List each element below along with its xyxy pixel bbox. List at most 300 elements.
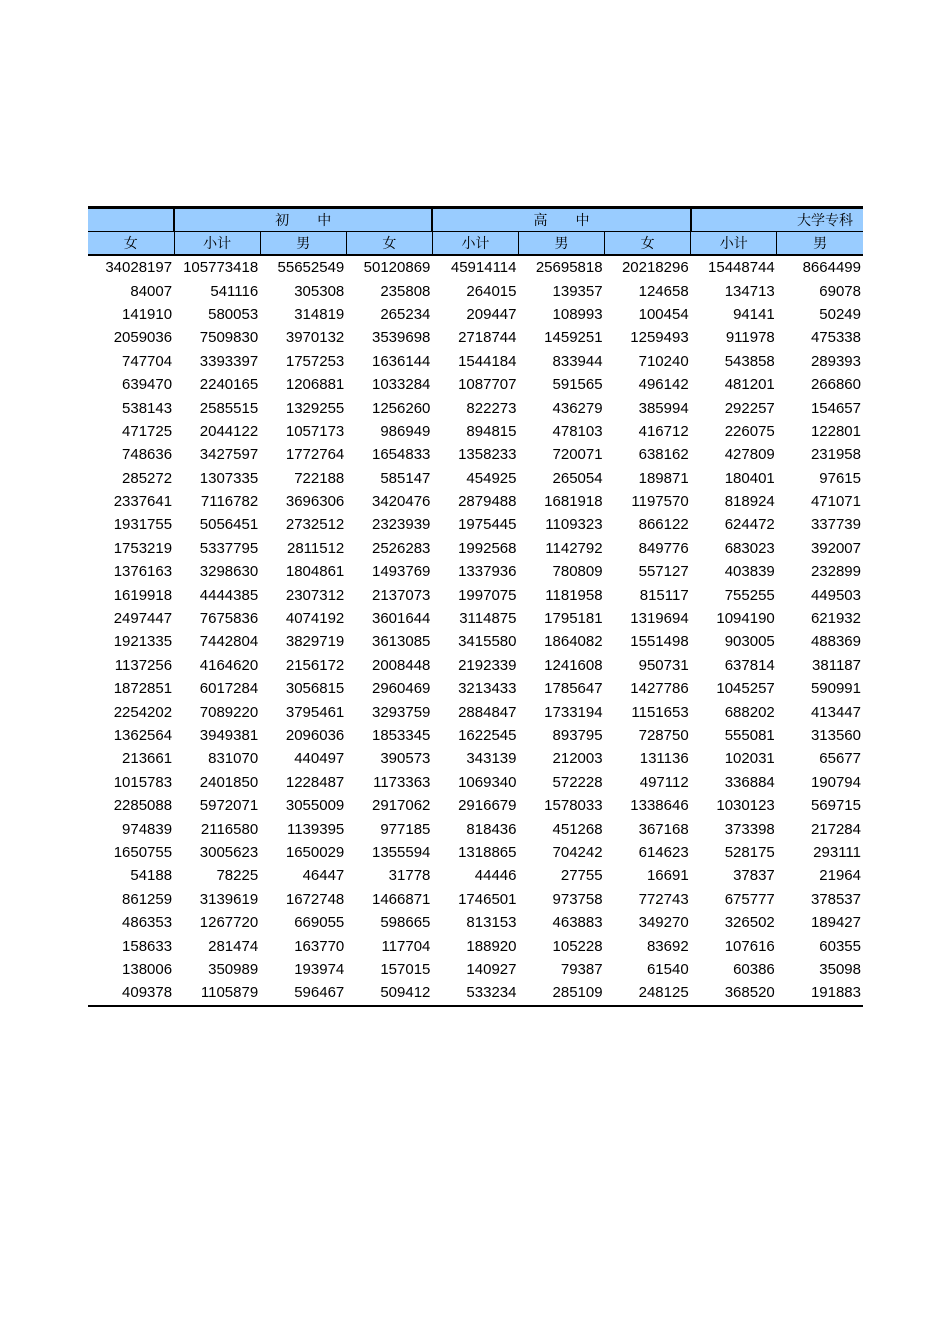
table-cell: 2585515 <box>199 399 259 417</box>
table-cell: 413447 <box>810 703 861 721</box>
table-row <box>88 443 863 466</box>
table-cell: 78225 <box>216 867 259 885</box>
table-cell: 1757253 <box>285 352 345 370</box>
table-cell: 1733194 <box>544 703 603 721</box>
table-cell: 235808 <box>380 282 431 300</box>
table-cell: 107616 <box>724 937 775 955</box>
table-cell: 509412 <box>346 981 432 1005</box>
table-cell: 46447 <box>302 867 345 885</box>
table-cell: 336884 <box>724 773 775 791</box>
table-cell: 1853345 <box>371 727 431 744</box>
table-cell: 131136 <box>639 750 689 768</box>
table-cell: 265054 <box>552 469 603 487</box>
sub-header-cell: 小计 <box>691 232 777 256</box>
table-cell: 1267720 <box>199 914 259 932</box>
table-cell: 1181958 <box>545 586 603 604</box>
table-cell: 1427786 <box>630 680 689 698</box>
table-cell: 213661 <box>122 750 173 768</box>
table-cell: 1338646 <box>630 797 689 815</box>
table-cell: 1197570 <box>631 493 689 511</box>
table-cell: 3613085 <box>371 633 431 651</box>
table-row <box>88 513 863 536</box>
table-cell: 5056451 <box>199 516 259 534</box>
table-cell: 1241608 <box>544 656 603 674</box>
table-cell: 189871 <box>638 469 689 487</box>
table-row <box>88 630 863 653</box>
table-cell: 7116782 <box>200 493 259 511</box>
table-cell: 1256260 <box>371 399 431 417</box>
table-row <box>88 911 863 934</box>
table-row <box>88 490 863 513</box>
table-cell: 1681918 <box>544 493 603 511</box>
table-cell: 337739 <box>810 516 861 534</box>
table-cell: 16691 <box>646 867 689 885</box>
sub-header-cell: 女 <box>88 232 174 256</box>
table-cell: 4164620 <box>199 656 259 674</box>
table-cell: 138006 <box>122 960 173 978</box>
table-cell: 569715 <box>810 797 861 815</box>
table-cell: 60355 <box>819 937 861 955</box>
table-row <box>88 607 863 630</box>
table-cell: 117704 <box>381 937 431 955</box>
table-cell: 1307335 <box>199 469 259 487</box>
table-cell: 212003 <box>552 750 603 768</box>
sub-header-cell: 女 <box>346 232 432 256</box>
table-cell: 45914114 <box>450 259 517 277</box>
table-cell: 585147 <box>380 469 431 487</box>
table-cell: 813153 <box>466 914 517 932</box>
table-cell: 1975445 <box>458 516 517 534</box>
table-cell: 5972071 <box>199 797 259 815</box>
table-cell: 866122 <box>638 516 689 534</box>
table-cell: 894815 <box>466 422 517 440</box>
table-cell: 1139395 <box>286 820 345 838</box>
table-cell: 1578033 <box>544 797 603 815</box>
table-cell: 720071 <box>552 446 603 464</box>
table-cell: 2192339 <box>458 656 517 674</box>
table-cell: 2732512 <box>285 516 345 534</box>
table-cell: 266860 <box>810 376 861 394</box>
table-cell: 722188 <box>294 469 345 487</box>
table-cell: 5337795 <box>199 539 259 557</box>
table-cell: 436279 <box>552 399 603 417</box>
table-cell: 1105879 <box>174 981 260 1005</box>
table-cell: 350989 <box>208 960 259 978</box>
table-row <box>88 958 863 981</box>
table-cell: 728750 <box>638 727 689 744</box>
table-cell: 1206881 <box>285 376 345 394</box>
table-cell: 108993 <box>552 305 603 323</box>
table-cell: 638162 <box>638 446 689 464</box>
table-cell: 94141 <box>733 305 775 323</box>
group-header-junior-middle: 初 中 <box>174 208 432 232</box>
table-cell: 289393 <box>810 352 861 370</box>
table-cell: 533234 <box>432 981 518 1005</box>
table-cell: 977185 <box>380 820 431 838</box>
table-cell: 1109323 <box>545 516 603 534</box>
table-cell: 528175 <box>724 843 775 861</box>
table-cell: 3829719 <box>285 633 345 651</box>
table-cell: 1319694 <box>630 610 689 628</box>
table-cell: 427809 <box>724 446 775 464</box>
table-cell: 385994 <box>638 399 689 417</box>
table-cell: 675777 <box>724 890 775 908</box>
table-cell: 1329255 <box>285 399 345 417</box>
table-cell: 157015 <box>380 960 431 978</box>
sub-header-cell: 小计 <box>432 232 518 256</box>
table-cell: 21964 <box>819 867 861 885</box>
table-cell: 134713 <box>724 282 775 300</box>
table-cell: 2497447 <box>113 610 173 628</box>
table-cell: 1142792 <box>545 539 603 557</box>
table-row <box>88 841 863 864</box>
group-header-blank <box>88 208 174 232</box>
table-cell: 815117 <box>639 586 689 604</box>
table-cell: 50120869 <box>363 259 431 277</box>
table-cell: 69078 <box>819 282 861 300</box>
table-cell: 313560 <box>810 727 861 744</box>
table-cell: 20218296 <box>621 259 689 277</box>
table-cell: 343139 <box>466 750 517 768</box>
table-cell: 471725 <box>122 422 173 440</box>
table-cell: 416712 <box>638 422 689 440</box>
table-cell: 2008448 <box>371 656 431 674</box>
data-table <box>88 206 863 1007</box>
table-cell: 463883 <box>552 914 603 932</box>
table-cell: 496142 <box>638 376 689 394</box>
table-cell: 1872851 <box>113 680 173 698</box>
table-row <box>88 794 863 817</box>
table-row <box>88 700 863 723</box>
table-cell: 34028197 <box>105 259 173 277</box>
table-cell: 710240 <box>638 352 689 370</box>
table-cell: 60386 <box>733 960 775 978</box>
table-cell: 3139619 <box>199 890 259 908</box>
sub-header-cell: 男 <box>260 232 346 256</box>
table-cell: 2811512 <box>286 539 345 557</box>
table-cell: 1015783 <box>113 773 173 791</box>
table-cell: 2401850 <box>199 773 259 791</box>
table-row <box>88 677 863 700</box>
table-cell: 555081 <box>724 727 775 744</box>
table-cell: 454925 <box>466 469 517 487</box>
table-cell: 2337641 <box>113 493 173 511</box>
table-cell: 497112 <box>639 773 689 791</box>
table-cell: 7089220 <box>199 703 259 721</box>
table-cell: 449503 <box>810 586 861 604</box>
table-row <box>88 817 863 840</box>
table-cell: 163770 <box>294 937 345 955</box>
table-row <box>88 350 863 373</box>
group-header-junior-college: 大学专科 <box>691 208 863 232</box>
table-cell: 1033284 <box>371 376 431 394</box>
table-cell: 44446 <box>474 867 517 885</box>
table-cell: 79387 <box>560 960 603 978</box>
table-cell: 591565 <box>552 376 603 394</box>
table-cell: 624472 <box>724 516 775 534</box>
table-cell: 378537 <box>810 890 861 908</box>
table-cell: 193974 <box>294 960 345 978</box>
table-cell: 833944 <box>552 352 603 370</box>
table-cell: 3949381 <box>199 727 259 744</box>
table-cell: 478103 <box>552 422 603 440</box>
table-cell: 669055 <box>294 914 345 932</box>
table-cell: 1753219 <box>113 539 173 557</box>
table-cell: 349270 <box>638 914 689 932</box>
table-cell: 1337936 <box>458 563 517 581</box>
table-cell: 392007 <box>810 539 861 557</box>
table-cell: 265234 <box>380 305 431 323</box>
table-cell: 2917062 <box>371 797 431 815</box>
table-cell: 748636 <box>122 446 173 464</box>
table-cell: 154657 <box>810 399 861 417</box>
table-cell: 2044122 <box>199 422 259 440</box>
table-cell: 1355594 <box>371 843 431 861</box>
table-cell: 3795461 <box>285 703 345 721</box>
spreadsheet <box>88 206 863 1007</box>
table-cell: 543858 <box>724 352 775 370</box>
table-cell: 2884847 <box>458 703 517 721</box>
table-cell: 1151653 <box>631 703 689 721</box>
table-cell: 3601644 <box>371 610 431 628</box>
table-cell: 1654833 <box>371 446 431 464</box>
table-cell: 1921335 <box>113 633 173 651</box>
table-cell: 25695818 <box>535 259 603 277</box>
table-cell: 31778 <box>388 867 431 885</box>
sub-header-cell: 女 <box>605 232 691 256</box>
table-cell: 4074192 <box>285 610 345 628</box>
table-cell: 61540 <box>646 960 689 978</box>
table-cell: 637814 <box>724 656 775 674</box>
table-cell: 486353 <box>122 914 173 932</box>
table-cell: 950731 <box>638 656 689 674</box>
table-cell: 3970132 <box>285 329 345 347</box>
table-cell: 140927 <box>466 960 517 978</box>
table-cell: 15448744 <box>708 259 775 277</box>
table-cell: 2526283 <box>371 539 431 557</box>
table-row <box>88 396 863 419</box>
table-cell: 639470 <box>122 376 173 394</box>
table-cell: 1137256 <box>114 656 173 674</box>
table-cell: 2307312 <box>285 586 345 604</box>
table-cell: 590991 <box>810 680 861 698</box>
table-row <box>88 724 863 747</box>
table-cell: 3056815 <box>285 680 345 698</box>
table-cell: 50249 <box>819 305 861 323</box>
table-cell: 538143 <box>122 399 173 417</box>
table-cell: 1746501 <box>458 890 517 908</box>
table-cell: 3539698 <box>371 329 431 347</box>
group-header-senior-high: 高 中 <box>432 208 690 232</box>
table-cell: 1087707 <box>458 376 517 394</box>
table-cell: 191883 <box>777 981 863 1005</box>
table-cell: 3420476 <box>371 493 431 511</box>
table-cell: 598665 <box>380 914 431 932</box>
table-cell: 1318865 <box>458 843 517 861</box>
table-cell: 1094190 <box>716 610 775 628</box>
table-cell: 3415580 <box>458 633 517 651</box>
table-cell: 3213433 <box>458 680 517 698</box>
table-cell: 1650755 <box>113 843 173 861</box>
table-cell: 596467 <box>260 981 346 1005</box>
table-cell: 2718744 <box>458 329 517 347</box>
table-cell: 621932 <box>810 610 861 628</box>
table-cell: 903005 <box>724 633 775 651</box>
table-cell: 541116 <box>210 282 259 300</box>
table-cell: 65677 <box>819 750 861 768</box>
table-cell: 326502 <box>724 914 775 932</box>
table-cell: 124658 <box>638 282 689 300</box>
table-row <box>88 583 863 606</box>
table-body <box>88 255 863 1006</box>
table-cell: 572228 <box>552 773 603 791</box>
table-cell: 1636144 <box>371 352 431 370</box>
table-cell: 2156172 <box>285 656 345 674</box>
table-cell: 861259 <box>122 890 173 908</box>
table-cell: 97615 <box>819 469 861 487</box>
table-row <box>88 279 863 302</box>
table-cell: 264015 <box>466 282 517 300</box>
table-cell: 1459251 <box>544 329 603 347</box>
table-cell: 7675836 <box>199 610 259 628</box>
table-cell: 1804861 <box>285 563 345 581</box>
table-row <box>88 981 863 1005</box>
table-cell: 1551498 <box>630 633 689 651</box>
table-cell: 1069340 <box>458 773 517 791</box>
table-cell: 226075 <box>724 422 775 440</box>
table-cell: 314819 <box>294 305 345 323</box>
table-cell: 451268 <box>552 820 603 838</box>
table-cell: 893795 <box>552 727 603 744</box>
table-cell: 911978 <box>725 329 775 347</box>
table-cell: 368520 <box>691 981 777 1005</box>
table-cell: 3427597 <box>199 446 259 464</box>
table-row <box>88 467 863 490</box>
table-cell: 373398 <box>724 820 775 838</box>
table-cell: 3114875 <box>459 610 517 628</box>
table-cell: 818924 <box>724 493 775 511</box>
table-cell: 1544184 <box>458 352 517 370</box>
table-cell: 818436 <box>466 820 517 838</box>
table-cell: 683023 <box>724 539 775 557</box>
table-row <box>88 303 863 326</box>
table-cell: 1057173 <box>285 422 345 440</box>
sub-header-cell: 男 <box>518 232 604 256</box>
table-cell: 2096036 <box>285 727 345 744</box>
table-cell: 1362564 <box>113 727 173 744</box>
table-cell: 1785647 <box>544 680 603 698</box>
table-cell: 3393397 <box>199 352 259 370</box>
table-cell: 403839 <box>724 563 775 581</box>
table-cell: 2960469 <box>371 680 431 698</box>
table-cell: 105228 <box>552 937 603 955</box>
table-cell: 1619918 <box>113 586 173 604</box>
table-cell: 688202 <box>724 703 775 721</box>
table-cell: 974839 <box>122 820 173 838</box>
table-cell: 1466871 <box>371 890 431 908</box>
table-cell: 292257 <box>724 399 775 417</box>
table-cell: 3055009 <box>285 797 345 815</box>
table-cell: 189427 <box>810 914 861 932</box>
table-cell: 158633 <box>122 937 173 955</box>
table-cell: 100454 <box>638 305 689 323</box>
table-row <box>88 888 863 911</box>
table-row <box>88 654 863 677</box>
table-cell: 986949 <box>380 422 431 440</box>
table-row <box>88 326 863 349</box>
table-row <box>88 747 863 770</box>
table-cell: 188920 <box>466 937 517 955</box>
table-cell: 2916679 <box>458 797 517 815</box>
table-cell: 2254202 <box>113 703 173 721</box>
table-cell: 488369 <box>810 633 861 651</box>
table-cell: 105773418 <box>183 259 259 277</box>
table-cell: 1795181 <box>544 610 603 628</box>
table-cell: 3696306 <box>285 493 345 511</box>
table-row <box>88 420 863 443</box>
table-cell: 1259493 <box>630 329 689 347</box>
table-cell: 409378 <box>88 981 174 1005</box>
table-cell: 1931755 <box>113 516 173 534</box>
table-cell: 35098 <box>819 960 861 978</box>
table-cell: 2059036 <box>113 329 173 347</box>
table-cell: 84007 <box>130 282 173 300</box>
table-cell: 831070 <box>208 750 259 768</box>
table-cell: 6017284 <box>199 680 259 698</box>
table-cell: 3005623 <box>199 843 259 861</box>
table-cell: 190794 <box>810 773 861 791</box>
table-row <box>88 864 863 887</box>
group-header-row <box>88 208 863 232</box>
table-cell: 580053 <box>208 305 259 323</box>
table-cell: 2879488 <box>458 493 517 511</box>
table-cell: 139357 <box>552 282 603 300</box>
table-row <box>88 934 863 957</box>
table-cell: 281474 <box>208 937 259 955</box>
table-cell: 122801 <box>810 422 861 440</box>
table-cell: 217284 <box>810 820 861 838</box>
table-cell: 2240165 <box>199 376 259 394</box>
table-cell: 285109 <box>518 981 604 1005</box>
table-cell: 3298630 <box>199 563 259 581</box>
table-cell: 557127 <box>638 563 689 581</box>
table-cell: 849776 <box>638 539 689 557</box>
table-cell: 232899 <box>810 563 861 581</box>
table-cell: 2137073 <box>371 586 431 604</box>
table-cell: 2116580 <box>200 820 259 838</box>
table-cell: 102031 <box>724 750 775 768</box>
table-cell: 2285088 <box>113 797 173 815</box>
table-row <box>88 771 863 794</box>
sub-header-row <box>88 232 863 256</box>
table-row <box>88 255 863 279</box>
sub-header-cell: 男 <box>777 232 863 256</box>
table-cell: 2323939 <box>371 516 431 534</box>
table-cell: 248125 <box>605 981 691 1005</box>
table-cell: 471071 <box>810 493 861 511</box>
table-cell: 4444385 <box>199 586 259 604</box>
table-cell: 3293759 <box>371 703 431 721</box>
table-cell: 1030123 <box>716 797 775 815</box>
table-cell: 367168 <box>638 820 689 838</box>
table-cell: 1493769 <box>371 563 431 581</box>
table-cell: 1376163 <box>113 563 173 581</box>
table-cell: 1992568 <box>458 539 517 557</box>
table-row <box>88 373 863 396</box>
table-cell: 8664499 <box>802 259 861 277</box>
table-cell: 27755 <box>560 867 603 885</box>
table-cell: 180401 <box>724 469 775 487</box>
